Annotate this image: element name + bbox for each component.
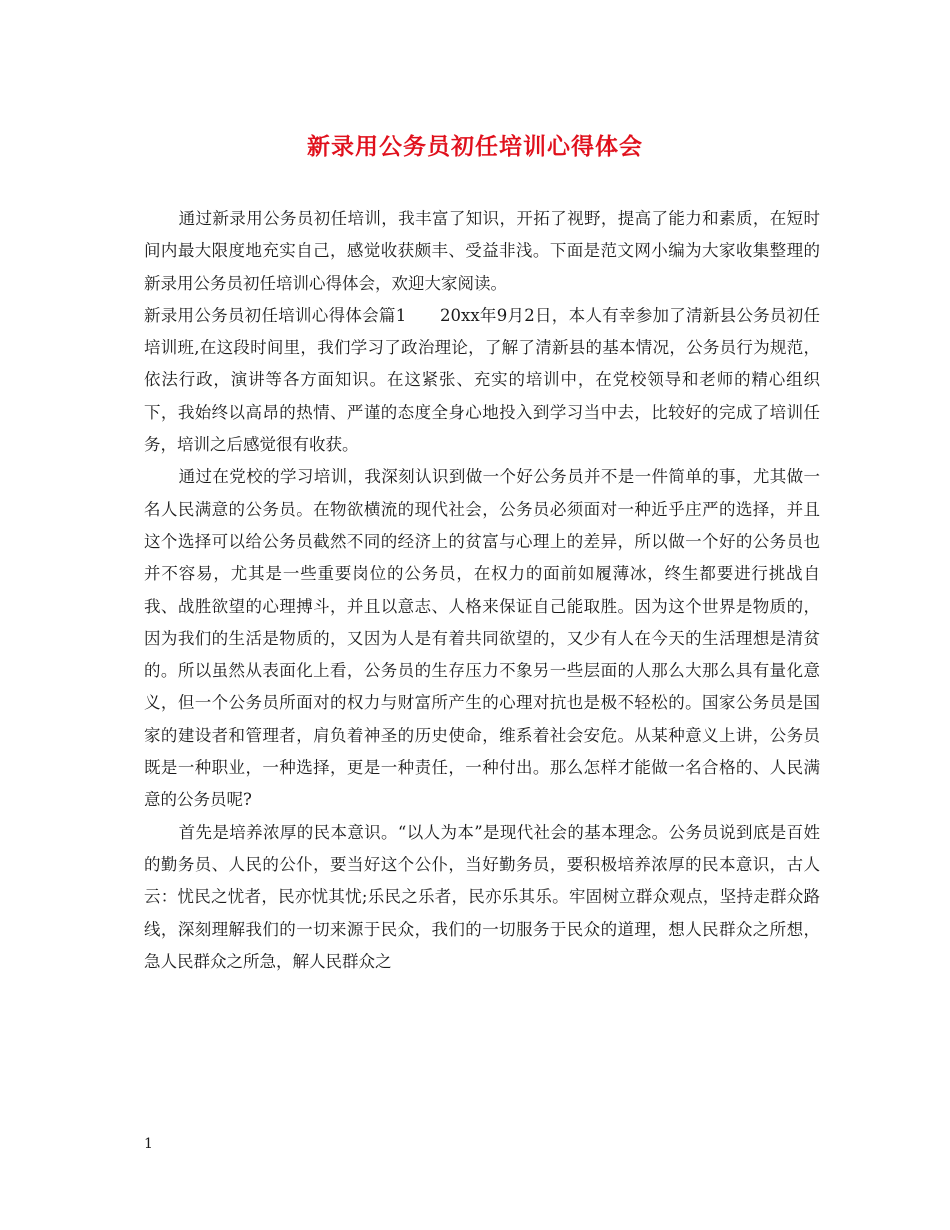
page-number: 1 xyxy=(144,1136,153,1152)
document-body xyxy=(144,203,820,978)
body-paragraph-first-point: 首先是培养浓厚的民本意识。“以人为本”是现代社会的基本理念。公务员说到底是百姓的勤务员、人民的公仆，要当好这个公仆，当好勤务员，要积极培养浓厚的民本意识，古人云：忧民之忧者，民亦忧其忧;乐民之乐者，民亦乐其乐。牢固树立群众观点，坚持走群众路线，深刻理解我们的一切来源于民众，我们的一切服务于民众的道理，想人民群众之所想，急人民群众之所急，解人民群众之 xyxy=(144,822,820,971)
essay-1-paragraph: 新录用公务员初任培训心得体会篇1 20xx年9月2日，本人有幸参加了清新县公务员初任培训班,在这段时间里，我们学习了政治理论，了解了清新县的基本情况，公务员行为规范，依法行政，演讲等各方面知识。在这紧张、充实的培训中，在党校领导和老师的精心组织下，我始终以高昂的热情、严谨的态度全身心地投入到学习当中去，比较好的完成了培训任务，培训之后感觉很有收获。 xyxy=(144,305,820,455)
document-title: 新录用公务员初任培训心得体会 xyxy=(307,134,643,160)
intro-paragraph: 通过新录用公务员初任培训，我丰富了知识，开拓了视野，提高了能力和素质，在短时间内最大限度地充实自己，感觉收获颇丰、受益非浅。下面是范文网小编为大家收集整理的新录用公务员初任培训心得体会，欢迎大家阅读。 xyxy=(144,209,820,293)
body-paragraph: 通过在党校的学习培训，我深刻认识到做一个好公务员并不是一件简单的事，尤其做一名人民满意的公务员。在物欲横流的现代社会，公务员必须面对一种近乎庄严的选择，并且这个选择可以给公务员截然不同的经济上的贫富与心理上的差异，所以做一个好的公务员也并不容易，尤其是一些重要岗位的公务员，在权力的面前如履薄冰，终生都要进行挑战自我、战胜欲望的心理搏斗，并且以意志、人格来保证自己能取胜。因为这个世界是物质的，因为我们的生活是物质的，又因为人是有着共同欲望的，又少有人在今天的生活理想是清贫的。所以虽然从表面化上看，公务员的生存压力不象另一些层面的人那么大那么具有量化意义，但一个公务员所面对的权力与财富所产生的心理对抗也是极不轻松的。国家公务员是国家的建设者和管理者，肩负着神圣的历史使命，维系着社会安危。从某种意义上讲，公务员既是一种职业，一种选择，更是一种责任，一种付出。那么怎样才能做一名合格的、人民满意的公务员呢? xyxy=(144,467,820,810)
